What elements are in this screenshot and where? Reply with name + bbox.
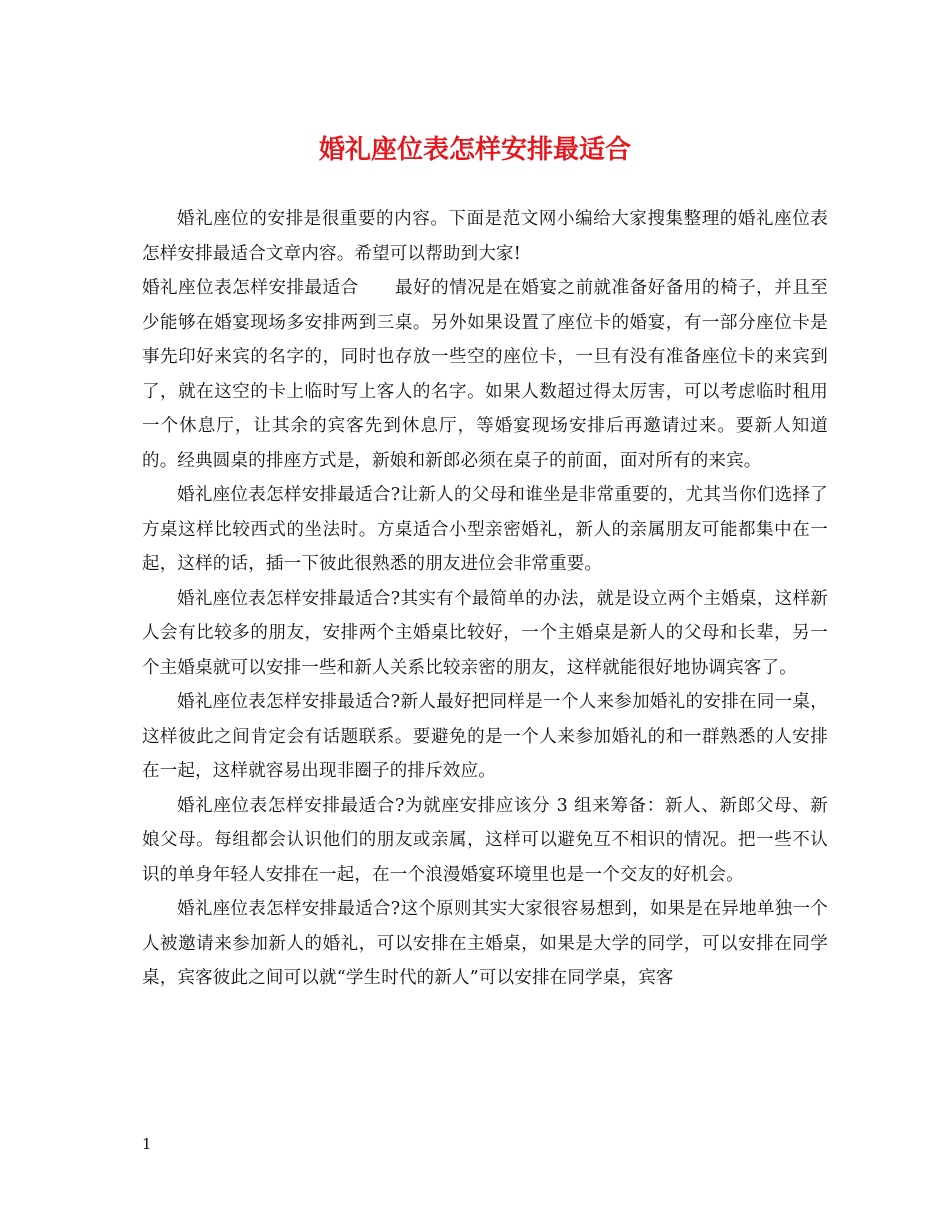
document-body (142, 202, 828, 996)
body-paragraph-5: 婚礼座位表怎样安排最适合?这个原则其实大家很容易想到，如果是在异地单独一个人被邀请来参加新人的婚礼，可以安排在主婚桌，如果是大学的同学，可以安排在同学桌，宾客彼此之间可以就“学生时代的新人”可以安排在同学桌，宾客 (142, 899, 828, 988)
body-paragraph-1: 婚礼座位表怎样安排最适合?让新人的父母和谁坐是非常重要的，尤其当你们选择了方桌这样比较西式的坐法时。方桌适合小型亲密婚礼，新人的亲属朋友可能都集中在一起，这样的话，插一下彼此很熟悉的朋友进位会非常重要。 (142, 485, 828, 574)
section-paragraph (142, 271, 828, 478)
document-title: 婚礼座位表怎样安排最适合 (318, 135, 631, 165)
section-first-paragraph: 最好的情况是在婚宴之前就准备好备用的椅子，并且至少能够在婚宴现场多安排两到三桌。另外如果设置了座位卡的婚宴，有一部分座位卡是事先印好来宾的名字的，同时也存放一些空的座位卡，一旦有没有准备座位卡的来宾到了，就在这空的卡上临时写上客人的名字。如果人数超过得太厉害，可以考虑临时租用一个休息厅，让其余的宾客先到休息厅，等婚宴现场安排后再邀请过来。要新人知道的。经典圆桌的排座方式是，新娘和新郎必须在桌子的前面，面对所有的来宾。 (142, 278, 828, 471)
intro-paragraph: 婚礼座位的安排是很重要的内容。下面是范文网小编给大家搜集整理的婚礼座位表怎样安排最适合文章内容。希望可以帮助到大家! (142, 209, 828, 264)
section-heading: 婚礼座位表怎样安排最适合 (142, 278, 359, 298)
page-number: 1 (142, 1135, 152, 1153)
body-paragraph-2: 婚礼座位表怎样安排最适合?其实有个最简单的办法，就是设立两个主婚桌，这样新人会有比较多的朋友，安排两个主婚桌比较好，一个主婚桌是新人的父母和长辈，另一个主婚桌就可以安排一些和新人关系比较亲密的朋友，这样就能很好地协调宾客了。 (142, 588, 828, 678)
body-paragraph-3: 婚礼座位表怎样安排最适合?新人最好把同样是一个人来参加婚礼的安排在同一桌，这样彼此之间肯定会有话题联系。要避免的是一个人来参加婚礼的和一群熟悉的人安排在一起，这样就容易出现非圈子的排斥效应。 (142, 692, 828, 781)
body-paragraph-4: 婚礼座位表怎样安排最适合?为就座安排应该分 3 组来筹备：新人、新郎父母、新娘父母。每组都会认识他们的朋友或亲属，这样可以避免互不相识的情况。把一些不认识的单身年轻人安排在一起，在一个浪漫婚宴环境里也是一个交友的好机会。 (142, 795, 828, 885)
